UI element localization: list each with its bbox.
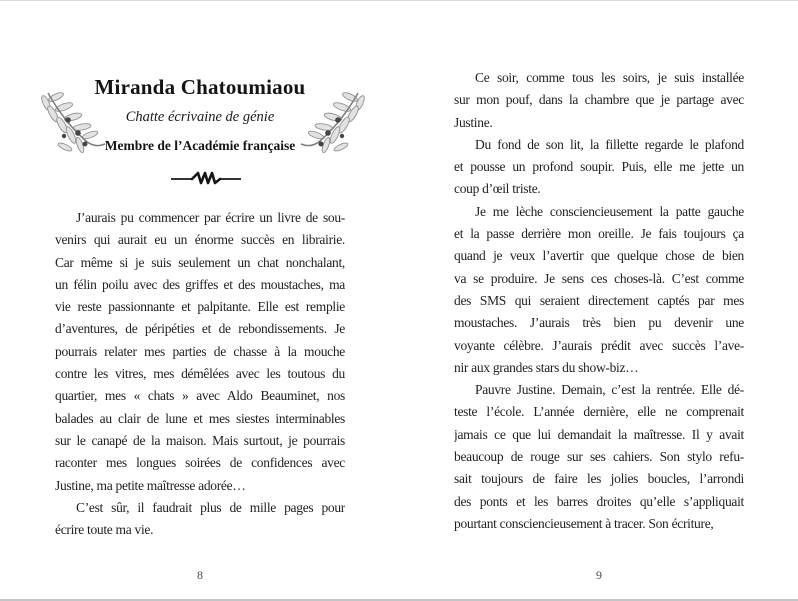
text-line: sur mon pouf, dans la chambre que je partage avec [454, 92, 744, 108]
text-line: quand je veux l’avertir que quelque chose de bien [454, 248, 744, 264]
text-line: teste l’école. L’année dernière, elle ne comprenait [454, 404, 744, 420]
text-line: va se produire. Je sens ces choses-là. C’est comme [454, 270, 744, 286]
rope-twist-divider-icon [170, 170, 242, 188]
text-line: Car même si je suis seulement un chat nonchalant, [55, 254, 345, 270]
text-line: C’est sûr, il faudrait plus de mille pages pour [76, 499, 345, 515]
text-line: Du fond de son lit, la fillette regarde le plafond [475, 136, 744, 152]
text-line: Ce soir, comme tous les soirs, je suis installée [475, 70, 744, 85]
text-line: sur le canapé de la maison. Mais surtout, je pourrais [55, 432, 345, 448]
text-line: et la passe derrière mon oreille. Je fais toujours ça [454, 226, 744, 242]
page-right-text [454, 67, 744, 535]
text-line: un félin poilu avec des griffes et des moustaches, ma [55, 276, 345, 292]
text-line: et pousse un profond soupir. Puis, elle me jette un [454, 159, 744, 175]
page-number-left: 8 [197, 568, 203, 582]
text-line: sait toujours de faire les jolies boucles, l’arrondi [454, 471, 744, 487]
text-line: Justine, ma petite maîtresse adorée… [55, 477, 246, 493]
text-line: quartier, mes « chats » avec Aldo Beauminet, nos [55, 388, 345, 404]
text-line: coup d’œil triste. [454, 181, 541, 197]
text-line: jamais ce que lui demandait la maîtresse. Il y avait [454, 426, 744, 442]
text-line: d’aventures, de péripéties et de rebondissements. Je [55, 321, 345, 337]
text-line: venirs qui aurait eu un énorme succès en librairie. [55, 232, 345, 248]
author-subtitle: Chatte écrivaine de génie [125, 109, 275, 125]
text-line: raconter mes longues soirées de confidences avec [55, 455, 345, 471]
text-line: pourtant consciencieusement à tracer. Son écriture, [454, 515, 714, 531]
text-line: beaucoup de rouge sur ses cahiers. Son stylo refu- [454, 449, 744, 465]
text-line: moustaches. J’aurais très bien pu devenir une [454, 315, 744, 331]
text-line: contre les vitres, mes démêlées avec les toutous du [55, 366, 345, 382]
author-affiliation: Membre de l’Académie française [104, 138, 296, 153]
text-line: voyante célèbre. J’aurais prédit avec succès l’ave- [454, 337, 744, 353]
text-line: écrire toute ma vie. [55, 522, 154, 538]
text-line: Je me lèche consciencieusement la patte gauche [475, 203, 744, 219]
text-line: balades au clair de lune et mes siestes interminables [55, 410, 345, 426]
text-line: des ponts et les barres droites qu’elle s’appliquait [454, 493, 744, 509]
page-number-right: 9 [596, 568, 602, 582]
author-name: Miranda Chatoumiaou [94, 75, 306, 99]
text-line: nir aux grandes stars du show-biz… [454, 359, 639, 375]
text-line: J’aurais pu commencer par écrire un livre de sou- [76, 210, 345, 225]
page-left-text [55, 207, 345, 541]
text-line: pourrais relater mes parties de chasse à la mouche [55, 343, 345, 359]
text-line: Pauvre Justine. Demain, c’est la rentrée. Elle dé- [475, 382, 744, 398]
text-line: des SMS qui seraient directement captés par mes [454, 292, 744, 308]
text-line: vie reste passionnante et palpitante. Elle est remplie [55, 299, 345, 315]
text-line: Justine. [454, 114, 493, 130]
